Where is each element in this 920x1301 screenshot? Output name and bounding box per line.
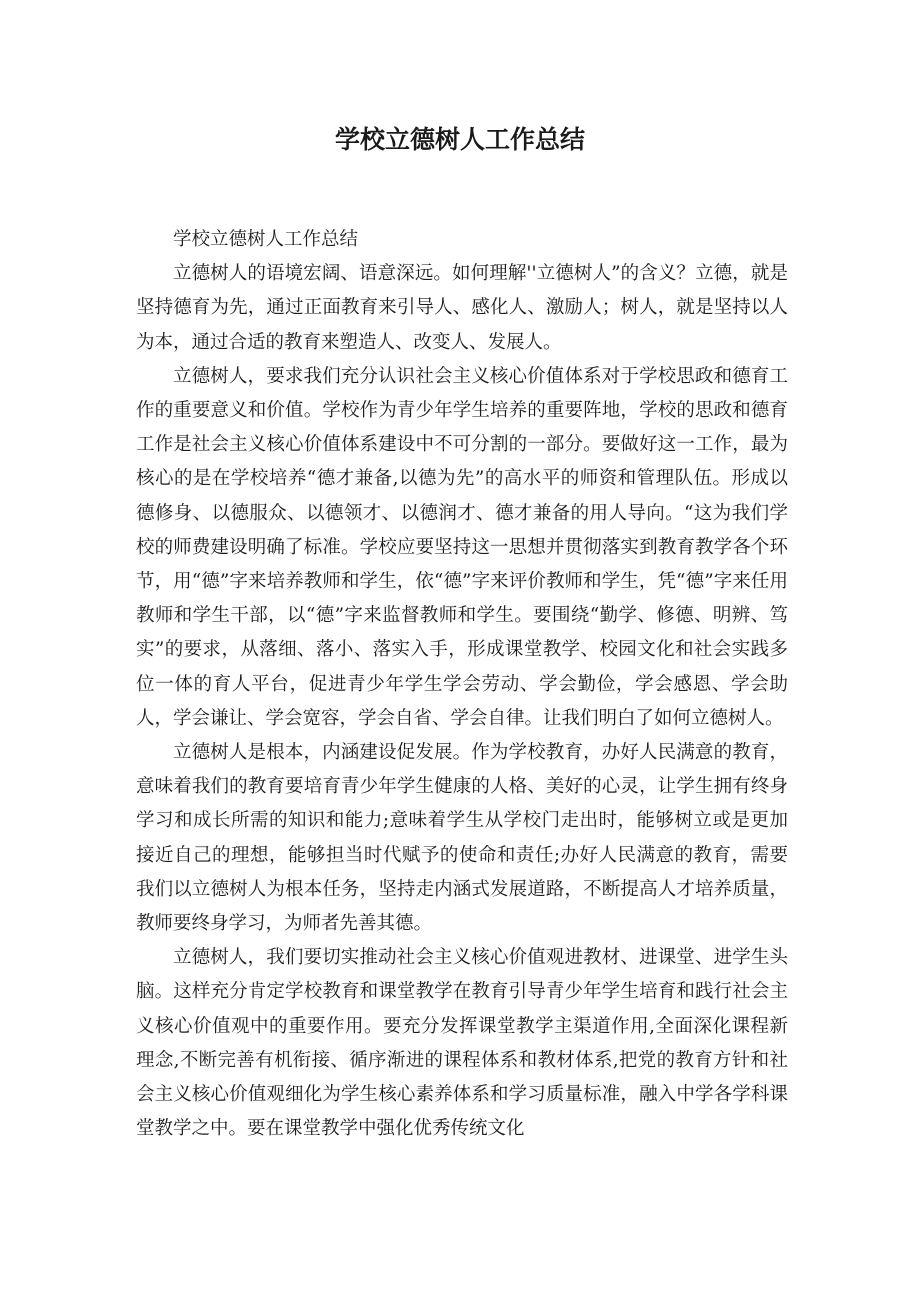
- paragraph-3: 立德树人是根本，内涵建设促发展。作为学校教育，办好人民满意的教育，意味着我们的教育要培育青少年学生健康的人格、美好的心灵，让学生拥有终身学习和成长所需的知识和能力;意味着学生从学校门走出时，能够树立或是更加接近自己的理想，能够担当时代赋予的使命和责任;办好人民满意的教育，需要我们以立德树人为根本任务，坚持走内涵式发展道路，不断提高人才培养质量，教师要终身学习，为师者先善其德。: [136, 742, 788, 935]
- paragraph-1: 立德树人的语境宏阔、语意深远。如何理解''立德树人”的含义？立德，就是坚持德育为先，通过正面教育来引导人、感化人、激励人；树人，就是坚持以人为本，通过合适的教育来塑造人、改变人、发展人。: [136, 263, 788, 353]
- paragraph-2: 立德树人，要求我们充分认识社会主义核心价值体系对于学校思政和德育工作的重要意义和价值。学校作为青少年学生培养的重要阵地，学校的思政和德育工作是社会主义核心价值体系建设中不可分割的一部分。要做好这一工作，最为核心的是在学校培养“德才兼备,以德为先”的高水平的师资和管理队伍。形成以德修身、以德服众、以德领才、以德润才、德才兼备的用人导向。“这为我们学校的师费建设明确了标准。学校应要坚持这一思想并贯彻落实到教育教学各个环节，用“德”字来培养教师和学生，依“德”字来评价教师和学生，凭“德”字来任用教师和学生干部，以“德”字来监督教师和学生。要围绕“勤学、修德、明辨、笃实”的要求，从落细、落小、落实入手，形成课堂教学、校园文化和社会实践多位一体的育人平台，促进青少年学生学会劳动、学会勤俭，学会感恩、学会助人，学会谦让、学会宽容，学会自省、学会自律。让我们明白了如何立德树人。: [136, 365, 788, 729]
- paragraph-4: 立德树人，我们要切实推动社会主义核心价值观进教材、进课堂、进学生头脑。这样充分肯定学校教育和课堂教学在教育引导青少年学生培育和践行社会主义核心价值观中的重要作用。要充分发挥课堂教学主渠道作用,全面深化课程新理念,不断完善有机衔接、循序渐进的课程体系和教材体系,把党的教育方针和社会主义核心价值观细化为学生核心素养体系和学习质量标准，融入中学各学科课堂教学之中。要在课堂教学中强化优秀传统文化: [136, 947, 788, 1140]
- document-title: 学校立德树人工作总结: [334, 125, 585, 154]
- document-subtitle: 学校立德树人工作总结: [173, 229, 359, 250]
- document-body: [136, 223, 788, 1146]
